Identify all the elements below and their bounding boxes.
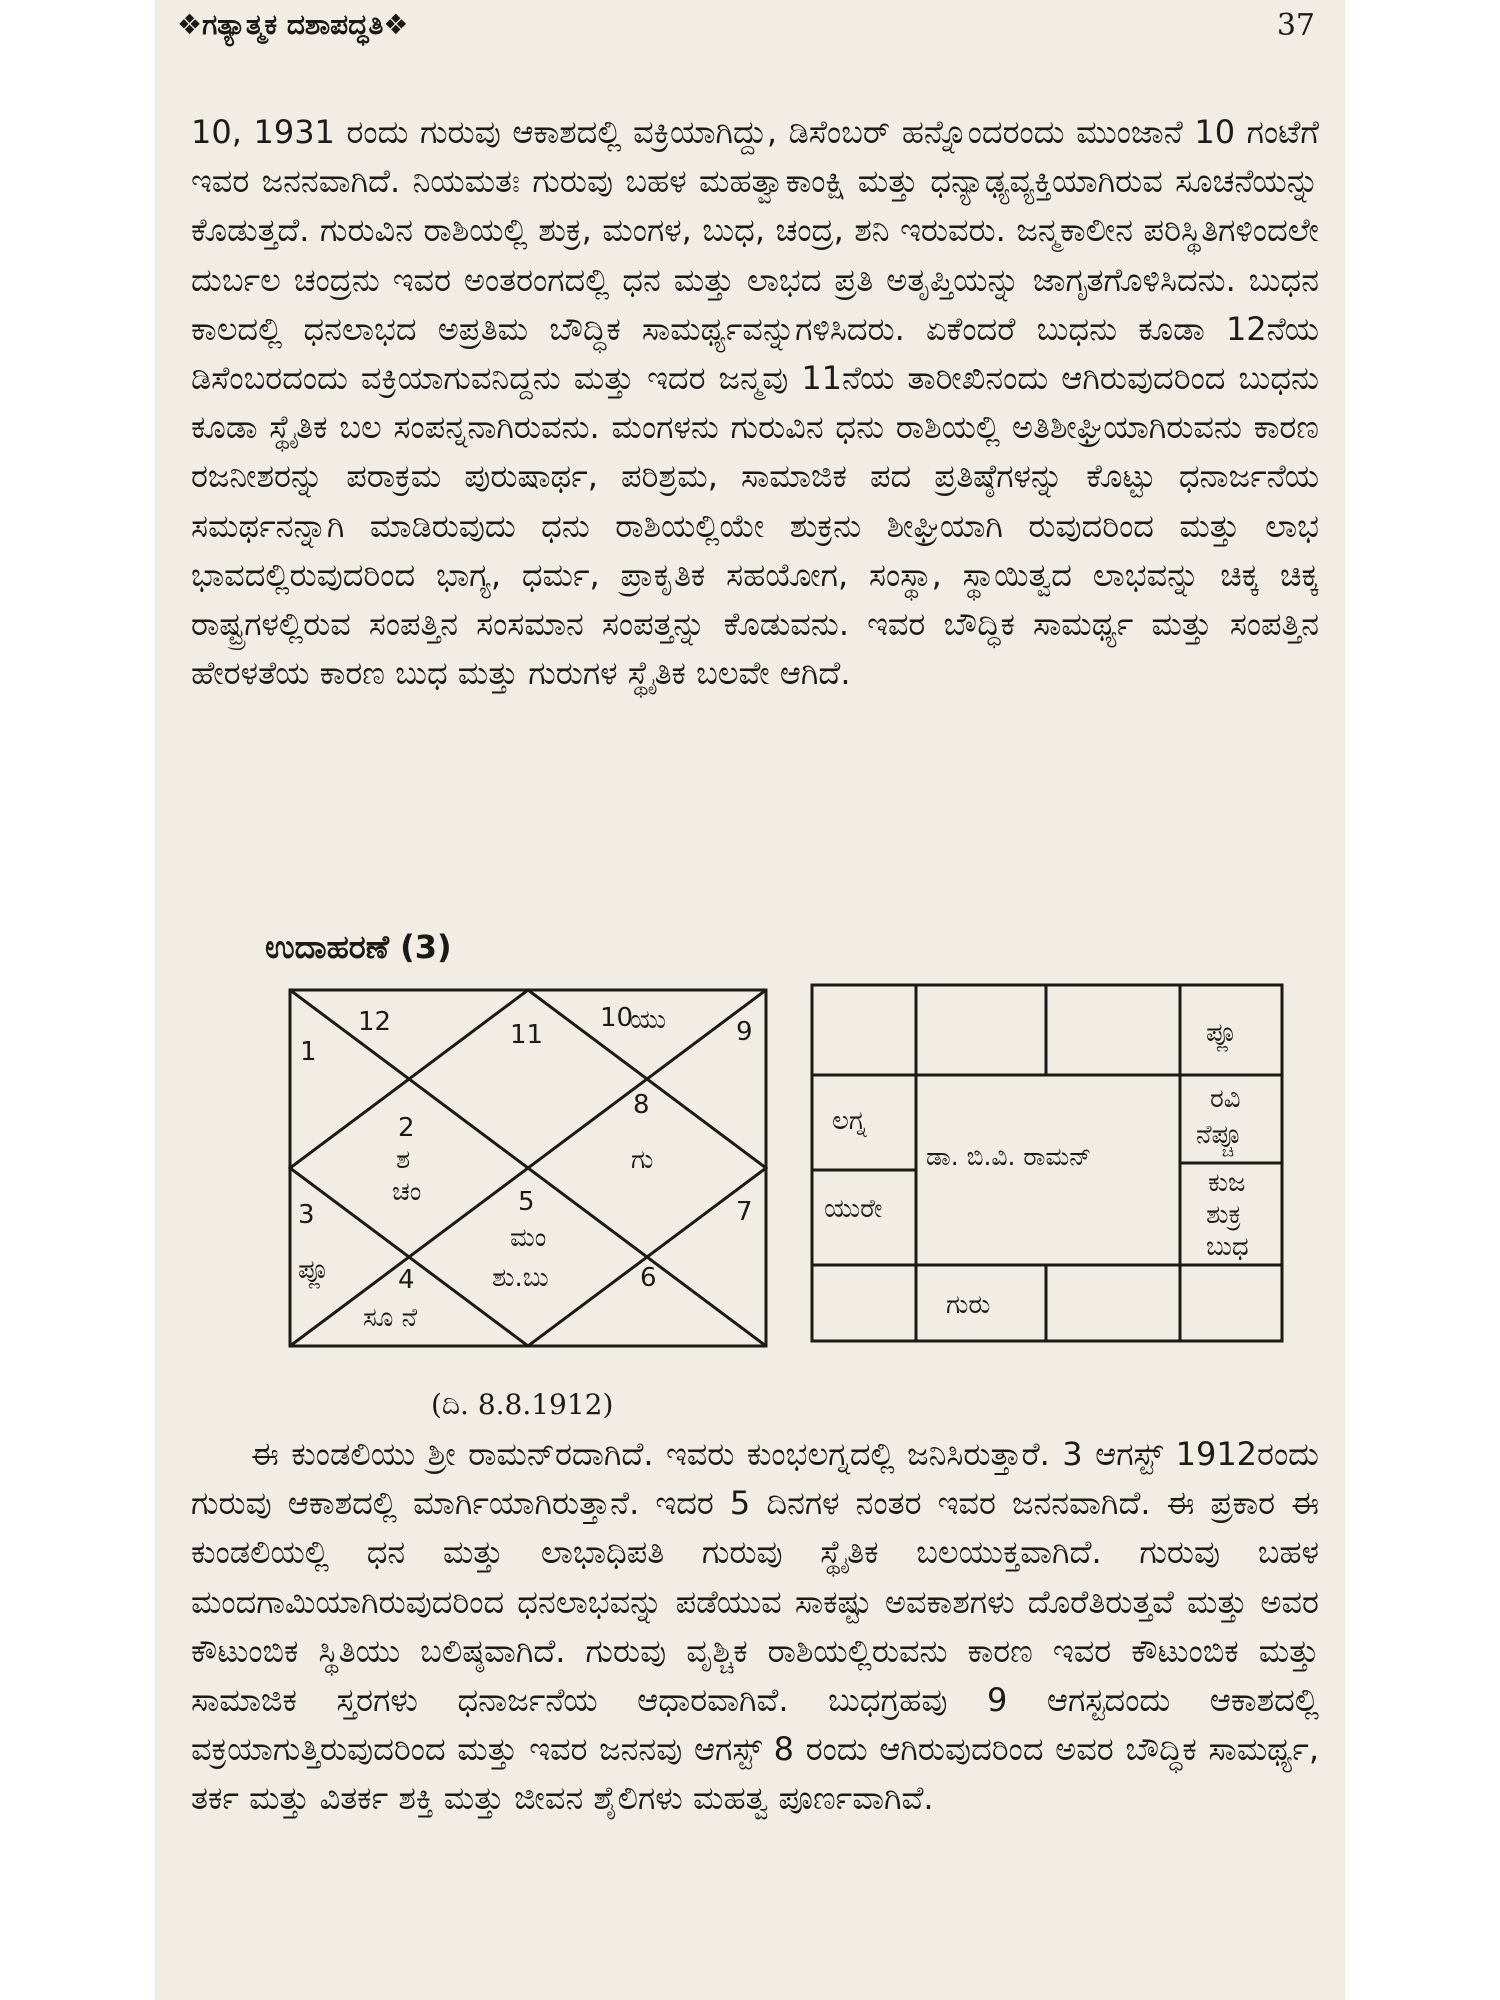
cell-right-2-a: ರವಿ xyxy=(1210,1084,1241,1114)
house-5-planet-a: ಮಂ xyxy=(510,1223,547,1253)
house-8-number: 8 xyxy=(633,1090,650,1120)
house-2-number: 2 xyxy=(398,1113,415,1143)
paragraph-2: ಈ ಕುಂಡಲಿಯು ಶ್ರೀ ರಾಮನ್‌ರದಾಗಿದೆ. ಇವರು ಕುಂಭಲಗ್ನದಲ್ಲಿ ಜನಿಸಿರುತ್ತಾರೆ. 3 ಆಗಸ್ಟ್ 1912ರಂದು ಗುರುವು ಆಕಾಶದಲ್ಲಿ ಮಾರ್ಗಿಯಾಗಿರುತ್ತಾನೆ. ಇದರ 5 ದಿನಗಳ ನಂತರ ಇವರ ಜನನವಾಗಿದೆ. ಈ ಪ್ರಕಾರ ಈ ಕುಂಡಲಿಯಲ್ಲಿ ಧನ ಮತ್ತು ಲಾಭಾಧಿಪತಿ ಗುರುವು ಸ್ಥೈತಿಕ ಬಲಯುಕ್ತವಾಗಿದೆ. ಗುರುವು ಬಹಳ ಮಂದಗಾಮಿಯಾಗಿರುವುದರಿಂದ ಧನಲಾಭವನ್ನು ಪಡೆಯುವ ಸಾಕಷ್ಟು ಅವಕಾಶಗಳು ದೊರೆತಿರುತ್ತವೆ ಮತ್ತು ಅವರ ಕೌಟುಂಬಿಕ ಸ್ಥಿತಿಯು ಬಲಿಷ್ಠವಾಗಿದೆ. ಗುರುವು ವೃಶ್ಚಿಕ ರಾಶಿಯಲ್ಲಿರುವನು ಕಾರಣ ಇವರ ಕೌಟುಂಬಿಕ ಮತ್ತು ಸಾಮಾಜಿಕ ಸ್ತರಗಳು ಧನಾರ್ಜನೆಯ ಆಧಾರವಾಗಿವೆ. ಬುಧಗ್ರಹವು 9 ಆಗಸ್ಟದಂದು ಆಕಾಶದಲ್ಲಿ ವಕ್ರಯಾಗುತ್ತಿರುವುದರಿಂದ ಮತ್ತು ಇವರ ಜನನವು ಆಗಸ್ಟ್ 8 ರಂದು ಆಗಿರುವುದರಿಂದ ಅವರ ಬೌದ್ಧಿಕ ಸಾಮರ್ಥ್ಯ, ತರ್ಕ ಮತ್ತು ವಿತರ್ಕ ಶಕ್ತಿ ಮತ್ತು ಜೀವನ ಶೈಲಿಗಳು ಮಹತ್ವ ಪೂರ್ಣವಾಗಿವೆ. xyxy=(191,1435,1319,1818)
running-title: ❖ಗತ್ಯಾತ್ಮಕ ದಶಾಪದ್ಧತಿ❖ xyxy=(177,8,409,41)
house-10-number: 10 xyxy=(600,1003,634,1033)
house-10-planets: ಯು xyxy=(630,1005,667,1035)
house-5-planet-b: ಶು.ಬು xyxy=(492,1263,549,1293)
house-4-planets: ಸೂ ನೆ xyxy=(363,1303,418,1333)
house-7-number: 7 xyxy=(736,1197,753,1227)
cell-right-2-b: ನೆಪ್ಚೂ xyxy=(1196,1120,1243,1150)
house-3-planets: ಪ್ಲೂ xyxy=(298,1255,330,1285)
south-indian-chart xyxy=(810,983,1284,1343)
example-heading: ಉದಾಹರಣೆ (3) xyxy=(265,928,452,966)
house-12-number: 12 xyxy=(358,1007,392,1037)
cell-right-3-a: ಕುಜ xyxy=(1208,1168,1246,1198)
page-header xyxy=(177,8,1327,48)
house-3-number: 3 xyxy=(298,1200,315,1230)
house-4-number: 4 xyxy=(398,1265,415,1295)
house-5-number: 5 xyxy=(518,1187,535,1217)
house-1-number: 1 xyxy=(300,1037,317,1067)
house-9-number: 9 xyxy=(736,1017,753,1047)
house-8-planets: ಗು xyxy=(631,1145,654,1175)
house-6-number: 6 xyxy=(640,1263,657,1293)
north-indian-chart xyxy=(288,988,768,1348)
cell-left-2: ಲಗ್ನ xyxy=(832,1106,867,1136)
house-11-number: 11 xyxy=(510,1020,544,1050)
cell-right-3-c: ಬುಧ xyxy=(1206,1232,1249,1262)
chart-center-label: ಡಾ. ಬಿ.ವಿ. ರಾಮನ್ xyxy=(926,1142,1092,1171)
page-number: 37 xyxy=(1276,8,1315,43)
house-2-planet-a: ಶ xyxy=(396,1145,411,1175)
cell-left-3: ಯುರೇ xyxy=(824,1194,883,1224)
cell-top-right: ಪ್ಲೂ xyxy=(1206,1018,1238,1048)
paragraph-1: 10, 1931 ರಂದು ಗುರುವು ಆಕಾಶದಲ್ಲಿ ವಕ್ರಿಯಾಗಿದ್ದು, ಡಿಸೆಂಬರ್ ಹನ್ನೊಂದರಂದು ಮುಂಜಾನೆ 10 ಗಂಟೆಗೆ ಇವರ ಜನನವಾಗಿದೆ. ನಿಯಮತಃ ಗುರುವು ಬಹಳ ಮಹತ್ವಾಕಾಂಕ್ಷಿ ಮತ್ತು ಧನ್ಯಾಢ್ಯವ್ಯಕ್ತಿಯಾಗಿರುವ ಸೂಚನೆಯನ್ನು ಕೊಡುತ್ತದೆ. ಗುರುವಿನ ರಾಶಿಯಲ್ಲಿ ಶುಕ್ರ, ಮಂಗಳ, ಬುಧ, ಚಂದ್ರ, ಶನಿ ಇರುವರು. ಜನ್ಮಕಾಲೀನ ಪರಿಸ್ಥಿತಿಗಳಿಂದಲೇ ದುರ್ಬಲ ಚಂದ್ರನು ಇವರ ಅಂತರಂಗದಲ್ಲಿ ಧನ ಮತ್ತು ಲಾಭದ ಪ್ರತಿ ಅತೃಪ್ತಿಯನ್ನು ಜಾಗೃತಗೊಳಿಸಿದನು. ಬುಧನ ಕಾಲದಲ್ಲಿ ಧನಲಾಭದ ಅಪ್ರತಿಮ ಬೌದ್ಧಿಕ ಸಾಮರ್ಥ್ಯವನ್ನುಗಳಿಸಿದರು. ಏಕೆಂದರೆ ಬುಧನು ಕೂಡಾ 12ನೆಯ ಡಿಸೆಂಬರದಂದು ವಕ್ರಿಯಾಗುವನಿದ್ದನು ಮತ್ತು ಇದರ ಜನ್ಮವು 11ನೆಯ ತಾರೀಖಿನಂದು ಆಗಿರುವುದರಿಂದ ಬುಧನು ಕೂಡಾ ಸ್ಥೈತಿಕ ಬಲ ಸಂಪನ್ನನಾಗಿರುವನು. ಮಂಗಳನು ಗುರುವಿನ ಧನು ರಾಶಿಯಲ್ಲಿ ಅತಿಶೀಘ್ರಿಯಾಗಿರುವನು ಕಾರಣ ರಜನೀಶರನ್ನು ಪರಾಕ್ರಮ ಪುರುಷಾರ್ಥ, ಪರಿಶ್ರಮ, ಸಾಮಾಜಿಕ ಪದ ಪ್ರತಿಷ್ಠೆಗಳನ್ನು ಕೊಟ್ಟು ಧನಾರ್ಜನೆಯ ಸಮರ್ಥನನ್ನಾಗಿ ಮಾಡಿರುವುದು ಧನು ರಾಶಿಯಲ್ಲಿಯೇ ಶುಕ್ರನು ಶೀಘ್ರಿಯಾಗಿ ರುವುದರಿಂದ ಮತ್ತು ಲಾಭ ಭಾವದಲ್ಲಿರುವುದರಿಂದ ಭಾಗ್ಯ, ಧರ್ಮ, ಪ್ರಾಕೃತಿಕ ಸಹಯೋಗ, ಸಂಸ್ಥಾ, ಸ್ಥಾಯಿತ್ವದ ಲಾಭವನ್ನು ಚಿಕ್ಕ ಚಿಕ್ಕ ರಾಷ್ಟ್ರಗಳಲ್ಲಿರುವ ಸಂಪತ್ತಿನ ಸಂಸಮಾನ ಸಂಪತ್ತನ್ನು ಕೊಡುವನು. ಇವರ ಬೌದ್ಧಿಕ ಸಾಮರ್ಥ್ಯ ಮತ್ತು ಸಂಪತ್ತಿನ ಹೇರಳತೆಯ ಕಾರಣ ಬುಧ ಮತ್ತು ಗುರುಗಳ ಸ್ಥೈತಿಕ ಬಲವೇ ಆಗಿದೆ. xyxy=(191,113,1319,693)
house-2-planet-b: ಚಂ xyxy=(392,1177,422,1207)
birth-date-caption: (ದಿ. 8.8.1912) xyxy=(431,1388,614,1421)
cell-right-3-b: ಶುಕ್ರ xyxy=(1206,1200,1242,1230)
book-page xyxy=(155,0,1345,2000)
cell-bottom-2: ಗುರು xyxy=(946,1290,991,1320)
